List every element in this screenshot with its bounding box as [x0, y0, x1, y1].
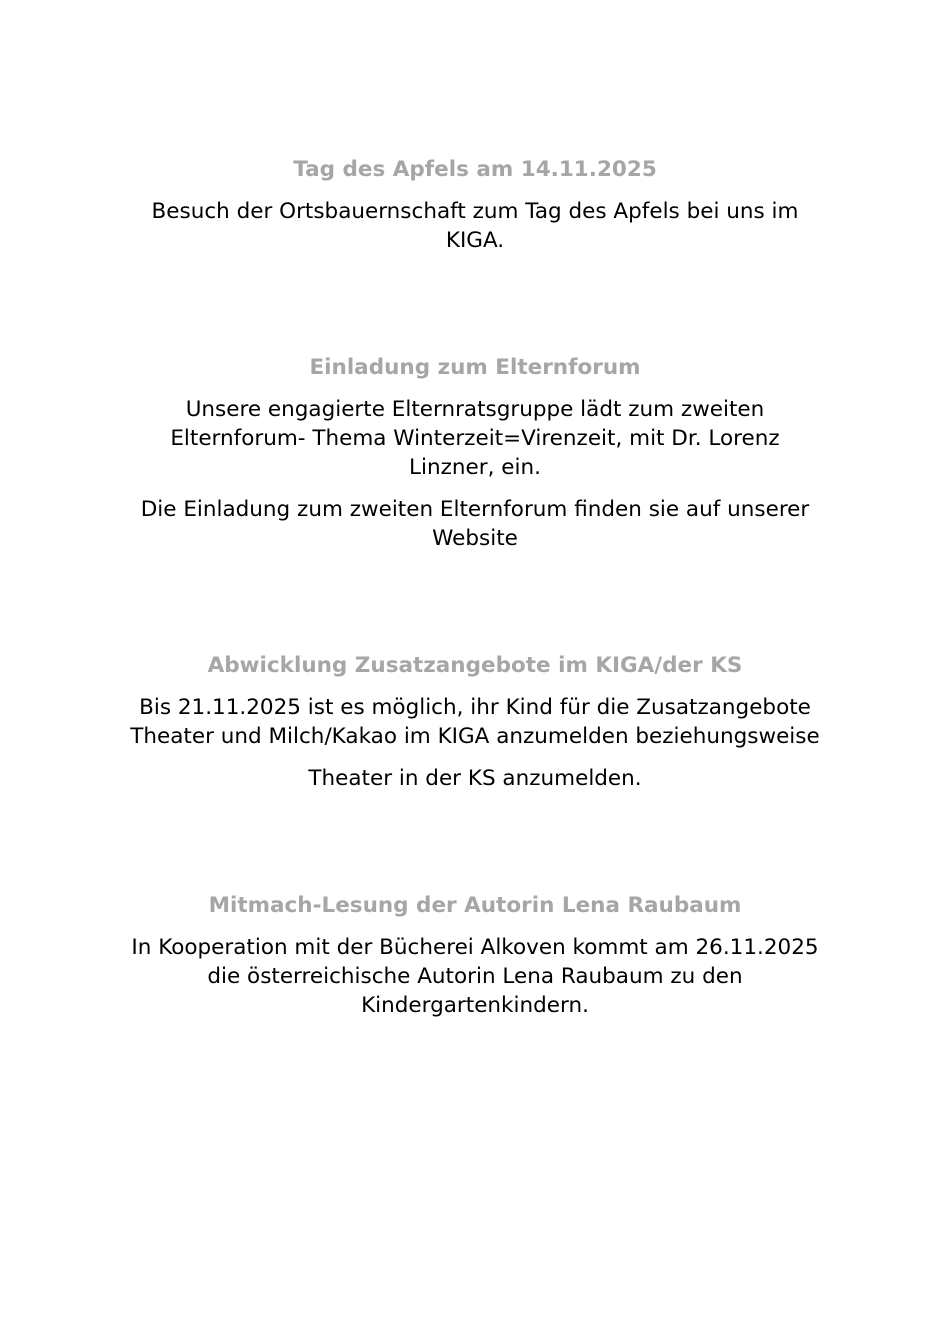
section-paragraph: Die Einladung zum zweiten Elternforum finden sie auf unserer Website	[140, 497, 810, 551]
section-paragraph: Bis 21.11.2025 ist es möglich, ihr Kind für die Zusatzangebote Theater und Milch/Kakao im KIGA anzumelden beziehungsweise	[130, 695, 820, 749]
section-mitmach-lesung	[100, 891, 850, 1020]
section-heading: Mitmach-Lesung der Autorin Lena Raubaum	[208, 893, 742, 918]
section-paragraph: In Kooperation mit der Bücherei Alkoven kommt am 26.11.2025 die österreichische Autorin Lena Raubaum zu den Kindergartenkindern.	[131, 935, 819, 1018]
section-paragraph: Unsere engagierte Elternratsgruppe lädt zum zweiten Elternforum- Thema Winterzeit=Virenzeit, mit Dr. Lorenz Linzner, ein.	[170, 397, 780, 480]
section-zusatzangebote	[100, 651, 850, 793]
section-paragraph: Besuch der Ortsbauernschaft zum Tag des Apfels bei uns im KIGA.	[151, 199, 799, 253]
section-elternforum	[100, 353, 850, 553]
section-heading: Einladung zum Elternforum	[309, 355, 641, 380]
section-tag-des-apfels	[100, 155, 850, 255]
section-paragraph: Theater in der KS anzumelden.	[308, 766, 642, 791]
section-heading: Abwicklung Zusatzangebote im KIGA/der KS	[207, 653, 743, 678]
section-heading: Tag des Apfels am 14.11.2025	[293, 157, 657, 182]
